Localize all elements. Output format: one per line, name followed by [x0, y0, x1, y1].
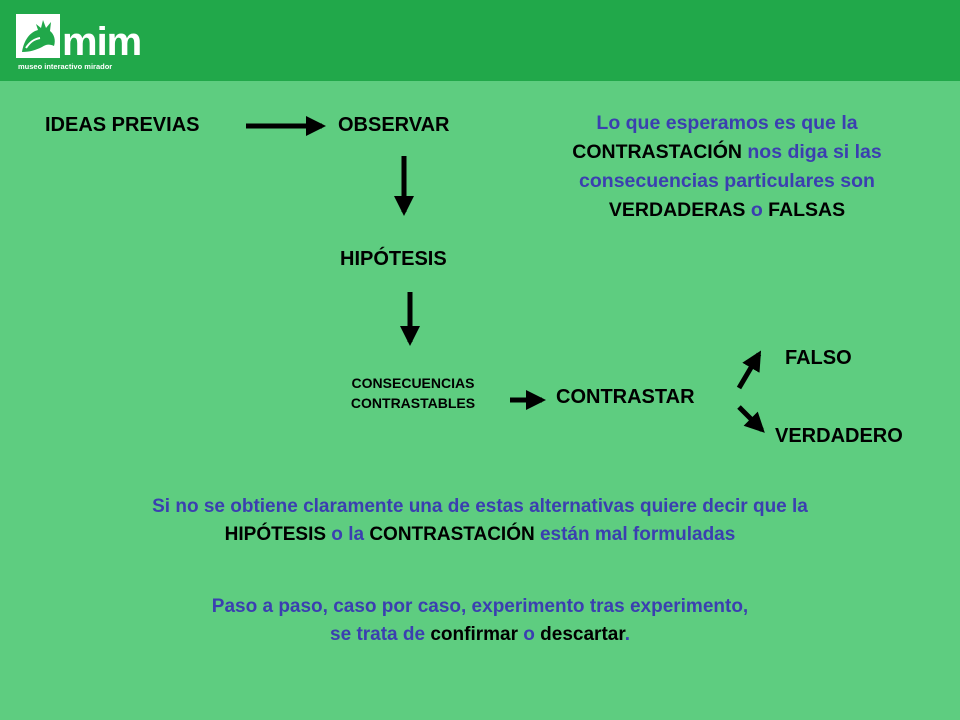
- node-contrastar: CONTRASTAR: [556, 386, 695, 408]
- paragraph-alternatives: [40, 493, 920, 549]
- consecuencias-line2: CONTRASTABLES: [350, 395, 476, 411]
- paragraph-step-by-step: [40, 593, 920, 649]
- logo-subtitle: museo interactivo mirador: [18, 62, 113, 71]
- paragraph2-confirmar: confirmar: [430, 624, 518, 645]
- paragraph2-text-a: se trata de: [330, 624, 431, 645]
- paragraph2-period: .: [624, 624, 630, 645]
- note-text-a: nos diga si las: [741, 141, 882, 163]
- consecuencias-line1: CONSECUENCIAS: [351, 375, 475, 391]
- arrow-contrastar-to-falso: [739, 354, 759, 388]
- node-falso: FALSO: [785, 347, 852, 369]
- node-verdadero: VERDADERO: [775, 425, 903, 447]
- note-contrastacion: CONTRASTACIÓN: [572, 141, 742, 163]
- arrow-contrastar-to-verdadero: [739, 407, 762, 430]
- note-expectation: [522, 109, 932, 225]
- paragraph1-text-b: están mal formuladas: [534, 524, 736, 545]
- node-consecuencias-contrastables: [318, 373, 508, 413]
- note-o: o: [745, 199, 769, 221]
- paragraph1-contrastacion: CONTRASTACIÓN: [369, 524, 535, 545]
- paragraph2-descartar: descartar: [540, 624, 625, 645]
- node-hipotesis: HIPÓTESIS: [340, 248, 447, 270]
- paragraph1-hipotesis: HIPÓTESIS: [224, 524, 327, 545]
- note-falsas: FALSAS: [768, 199, 846, 221]
- paragraph2-o: o: [518, 624, 541, 645]
- paragraph1-text-a: o la: [326, 524, 370, 545]
- node-observar: OBSERVAR: [338, 114, 450, 136]
- note-line1: Lo que esperamos es que la: [596, 112, 858, 134]
- note-line2: [522, 138, 932, 167]
- paragraph2-line2: [40, 621, 920, 649]
- paragraph2-line1: Paso a paso, caso por caso, experimento tras experimento,: [211, 596, 749, 617]
- node-ideas-previas: IDEAS PREVIAS: [45, 114, 200, 136]
- note-verdaderas: VERDADERAS: [608, 199, 746, 221]
- note-line3: consecuencias particulares son: [579, 170, 875, 192]
- logo-wordmark: mim: [62, 20, 142, 64]
- note-line4: [522, 196, 932, 225]
- paragraph1-line1: Si no se obtiene claramente una de estas alternativas quiere decir que la: [152, 496, 808, 517]
- paragraph1-line2: [40, 521, 920, 549]
